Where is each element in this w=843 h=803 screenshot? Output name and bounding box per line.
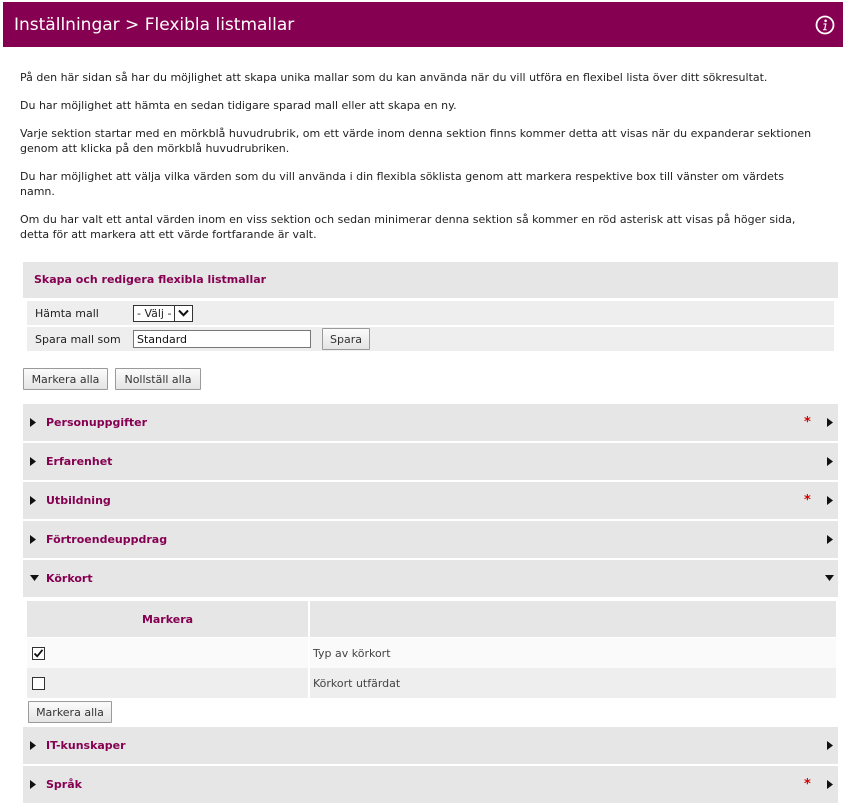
section-it-kunskaper[interactable] bbox=[23, 727, 838, 764]
value-label: Typ av körkort bbox=[313, 647, 391, 660]
selected-asterisk: * bbox=[804, 777, 811, 792]
selected-asterisk: * bbox=[804, 493, 811, 508]
load-template-row bbox=[27, 301, 834, 325]
intro-text bbox=[20, 70, 820, 255]
select-all-button[interactable]: Markera alla bbox=[23, 368, 108, 390]
section-fortroendeuppdrag[interactable] bbox=[23, 521, 838, 558]
section-label: IT-kunskaper bbox=[46, 739, 126, 752]
save-button[interactable]: Spara bbox=[322, 328, 370, 350]
section-label: Personuppgifter bbox=[46, 416, 148, 429]
intro-paragraph: På den här sidan så har du möjlighet att skapa unika mallar som du kan använda när du vill utföra en flexibel lista över ditt sökresultat. bbox=[20, 71, 768, 84]
triangle-right-icon bbox=[827, 741, 833, 750]
triangle-right-icon bbox=[827, 418, 833, 427]
triangle-right-icon bbox=[827, 496, 833, 505]
chevron-down-icon bbox=[174, 306, 192, 321]
triangle-right-icon bbox=[827, 457, 833, 466]
triangle-down-icon bbox=[30, 575, 39, 581]
intro-paragraph: Om du har valt ett antal värden inom en viss sektion och sedan minimerar denna sektion så kommer en röd asterisk att visas på höger sida, detta för att markera att ett värde fortfarande är valt. bbox=[20, 213, 796, 241]
save-template-row bbox=[27, 327, 834, 351]
section-label: Körkort bbox=[46, 572, 93, 585]
triangle-right-icon bbox=[30, 741, 36, 750]
table-row bbox=[27, 638, 836, 668]
triangle-right-icon bbox=[30, 457, 36, 466]
triangle-right-icon bbox=[30, 496, 36, 505]
intro-paragraph: Du har möjlighet att hämta en sedan tidigare sparad mall eller att skapa en ny. bbox=[20, 99, 457, 112]
section-label: Erfarenhet bbox=[46, 455, 113, 468]
triangle-right-icon bbox=[30, 535, 36, 544]
load-template-select[interactable] bbox=[133, 305, 193, 322]
save-template-input[interactable] bbox=[133, 330, 311, 348]
korkort-select-all-button[interactable]: Markera alla bbox=[28, 701, 112, 723]
table-row bbox=[27, 668, 836, 698]
triangle-right-icon bbox=[827, 535, 833, 544]
intro-paragraph: Varje sektion startar med en mörkblå huvudrubrik, om ett värde inom denna sektion finns kommer detta att visas när du expanderar sektionen genom att klicka på den mörkblå huvudrubriken. bbox=[20, 127, 812, 155]
intro-paragraph: Du har möjlighet att välja vilka värden som du vill använda i din flexibla söklista genom att markera respektive box till vänster om värdets namn. bbox=[20, 170, 784, 198]
template-panel-title: Skapa och redigera flexibla listmallar bbox=[23, 262, 838, 298]
page-header bbox=[3, 2, 843, 47]
section-label: Utbildning bbox=[46, 494, 111, 507]
triangle-right-icon bbox=[30, 780, 36, 789]
load-template-select-value: - Välj - bbox=[137, 306, 172, 320]
column-divider bbox=[308, 638, 310, 668]
section-sprak[interactable] bbox=[23, 766, 838, 803]
column-divider bbox=[308, 668, 310, 698]
section-label: Förtroendeuppdrag bbox=[46, 533, 168, 546]
checkbox-korkort-utfardat[interactable] bbox=[32, 677, 45, 690]
section-utbildning[interactable] bbox=[23, 482, 838, 519]
value-label: Körkort utfärdat bbox=[313, 677, 401, 690]
save-template-label: Spara mall som bbox=[35, 332, 121, 346]
info-icon[interactable] bbox=[815, 15, 835, 35]
load-template-label: Hämta mall bbox=[35, 306, 99, 320]
check-icon bbox=[33, 648, 44, 659]
section-label: Språk bbox=[46, 778, 82, 791]
reset-all-button[interactable]: Nollställ alla bbox=[115, 368, 201, 390]
value-column-header bbox=[310, 601, 836, 637]
section-erfarenhet[interactable] bbox=[23, 443, 838, 480]
checkbox-typ-av-korkort[interactable] bbox=[32, 647, 45, 660]
selected-asterisk: * bbox=[804, 415, 811, 430]
triangle-right-icon bbox=[827, 780, 833, 789]
mark-column-header: Markera bbox=[27, 601, 308, 637]
section-korkort[interactable] bbox=[23, 560, 838, 597]
triangle-right-icon bbox=[30, 418, 36, 427]
page-title: Inställningar > Flexibla listmallar bbox=[14, 14, 295, 35]
section-personuppgifter[interactable] bbox=[23, 404, 838, 441]
triangle-down-icon bbox=[825, 575, 834, 581]
